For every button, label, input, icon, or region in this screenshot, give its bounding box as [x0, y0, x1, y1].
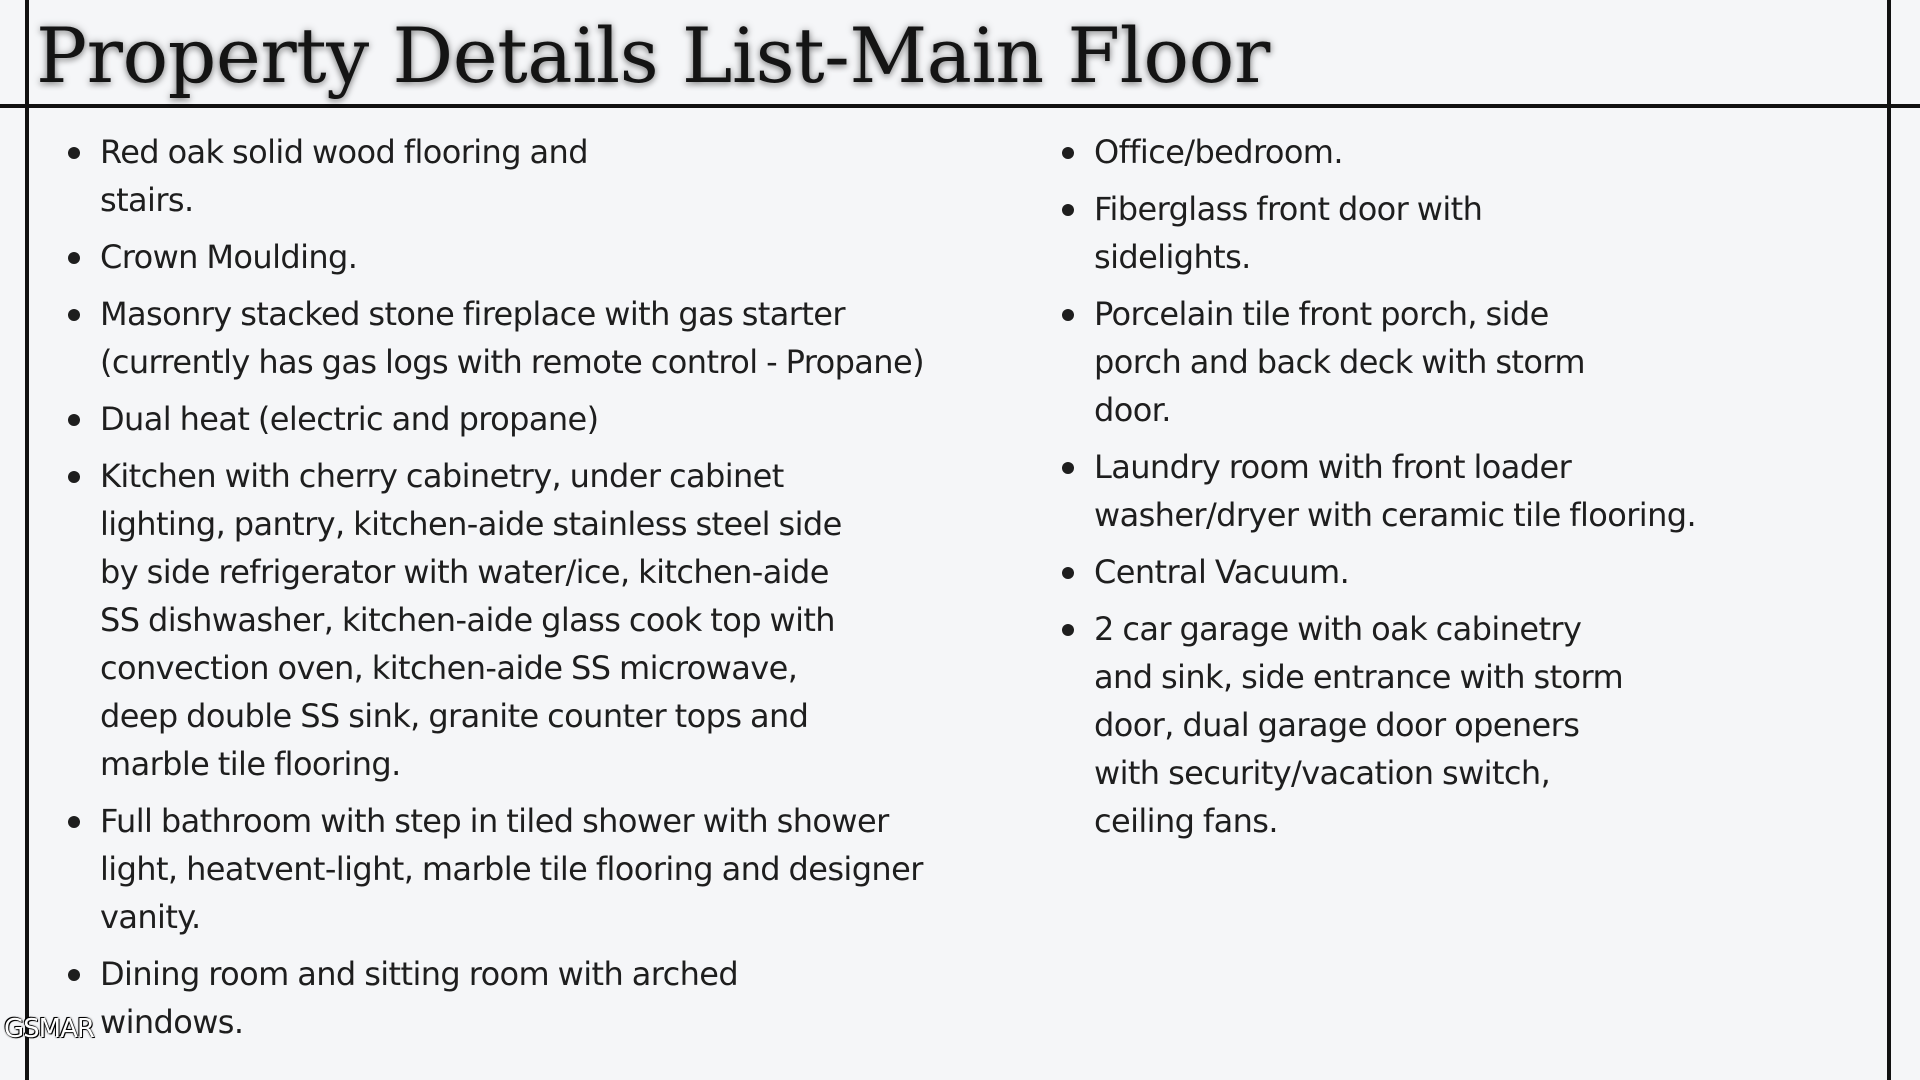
- feature-text-line: door, dual garage door openers: [1094, 706, 1580, 744]
- right-feature-list: [1060, 128, 1760, 854]
- feature-text-line: Kitchen with cherry cabinetry, under cabinet: [100, 457, 784, 495]
- right-border-line: [1887, 0, 1891, 1080]
- feature-text-line: light, heatvent-light, marble tile flooring and designer: [100, 850, 923, 888]
- feature-item: [1060, 548, 1760, 596]
- feature-item: [66, 290, 956, 386]
- bullet-icon: [1062, 567, 1074, 579]
- feature-item: [66, 128, 956, 224]
- feature-item: [1060, 605, 1760, 845]
- feature-item: [1060, 185, 1760, 281]
- feature-text-line: convection oven, kitchen-aide SS microwave,: [100, 649, 798, 687]
- feature-item: [66, 950, 956, 1046]
- bullet-icon: [1062, 204, 1074, 216]
- feature-text-line: Red oak solid wood flooring and: [100, 133, 588, 171]
- bullet-icon: [68, 309, 80, 321]
- bullet-icon: [68, 816, 80, 828]
- bullet-icon: [68, 969, 80, 981]
- feature-text-line: sidelights.: [1094, 238, 1251, 276]
- bullet-icon: [68, 414, 80, 426]
- bullet-icon: [1062, 462, 1074, 474]
- feature-text-line: Central Vacuum.: [1094, 553, 1350, 591]
- bullet-icon: [68, 147, 80, 159]
- feature-item: [1060, 128, 1760, 176]
- feature-text-line: marble tile flooring.: [100, 745, 401, 783]
- feature-item: [1060, 290, 1760, 434]
- feature-item: [66, 395, 956, 443]
- feature-text-line: Dual heat (electric and propane): [100, 400, 599, 438]
- feature-text-line: and sink, side entrance with storm: [1094, 658, 1624, 696]
- feature-text-line: stairs.: [100, 181, 194, 219]
- feature-text-line: deep double SS sink, granite counter tops and: [100, 697, 809, 735]
- feature-item: [66, 797, 956, 941]
- feature-text-line: washer/dryer with ceramic tile flooring.: [1094, 496, 1697, 534]
- feature-text-line: Full bathroom with step in tiled shower with shower: [100, 802, 889, 840]
- feature-text-line: Crown Moulding.: [100, 238, 358, 276]
- feature-text-line: Office/bedroom.: [1094, 133, 1343, 171]
- bullet-icon: [68, 471, 80, 483]
- feature-text-line: Porcelain tile front porch, side: [1094, 295, 1549, 333]
- feature-text-line: with security/vacation switch,: [1094, 754, 1551, 792]
- feature-item: [66, 452, 956, 788]
- feature-text-line: vanity.: [100, 898, 201, 936]
- watermark-logo: GSMAR: [4, 1014, 94, 1044]
- feature-text-line: Laundry room with front loader: [1094, 448, 1572, 486]
- feature-item: [66, 233, 956, 281]
- feature-text-line: door.: [1094, 391, 1171, 429]
- feature-text-line: 2 car garage with oak cabinetry: [1094, 610, 1582, 648]
- feature-text-line: Dining room and sitting room with arched: [100, 955, 739, 993]
- feature-text-line: ceiling fans.: [1094, 802, 1278, 840]
- feature-text-line: Fiberglass front door with: [1094, 190, 1483, 228]
- feature-text-line: windows.: [100, 1003, 244, 1041]
- page-title: Property Details List-Main Floor: [36, 11, 1270, 100]
- feature-text-line: by side refrigerator with water/ice, kitchen-aide: [100, 553, 829, 591]
- bullet-icon: [1062, 147, 1074, 159]
- left-border-line: [25, 0, 29, 1080]
- feature-text-line: (currently has gas logs with remote control - Propane): [100, 343, 924, 381]
- bullet-icon: [68, 252, 80, 264]
- bullet-icon: [1062, 624, 1074, 636]
- feature-text-line: porch and back deck with storm: [1094, 343, 1585, 381]
- feature-text-line: lighting, pantry, kitchen-aide stainless steel side: [100, 505, 842, 543]
- bullet-icon: [1062, 309, 1074, 321]
- feature-text-line: SS dishwasher, kitchen-aide glass cook top with: [100, 601, 835, 639]
- feature-text-line: Masonry stacked stone fireplace with gas starter: [100, 295, 845, 333]
- left-feature-list: [66, 128, 956, 1055]
- feature-item: [1060, 443, 1760, 539]
